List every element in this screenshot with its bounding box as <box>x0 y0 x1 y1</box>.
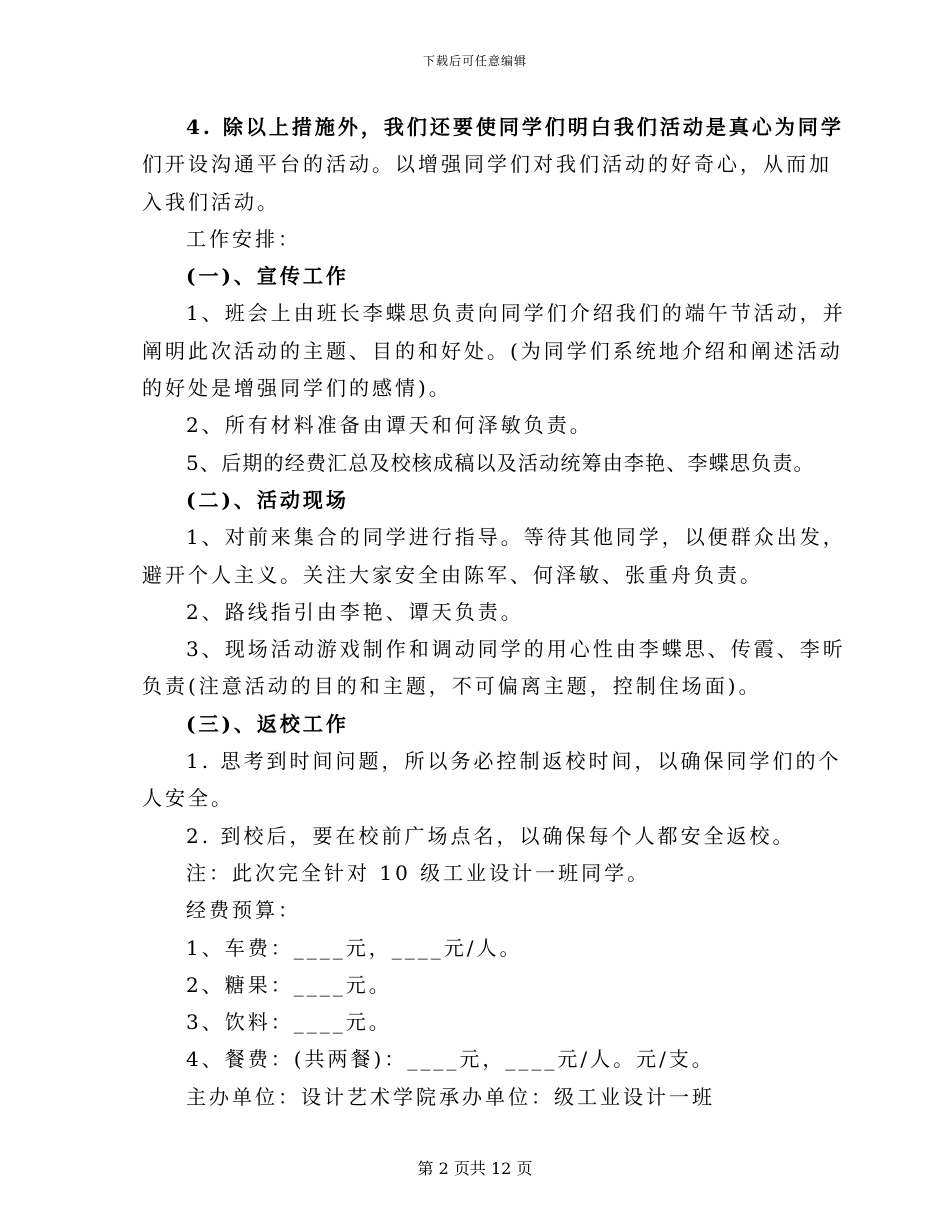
budget-item: 4、餐费：(共两餐)：____元，____元/人。元/支。 <box>186 1047 715 1072</box>
budget-item: 1、车费：____元，____元/人。 <box>186 935 523 960</box>
page-footer: 第 2 页共 12 页 <box>417 1159 533 1178</box>
page-header: 下载后可任意编辑 <box>422 54 527 68</box>
budget-item: 3、饮料：____元。 <box>186 1010 392 1035</box>
paragraph-line: 3、现场活动游戏制作和调动同学的用心性由李蝶思、传霞、李昕 <box>186 637 846 662</box>
paragraph-line: 入我们活动。 <box>142 189 280 214</box>
paragraph-line: 1、对前来集合的同学进行指导。等待其他同学，以便群众出发， <box>186 525 846 550</box>
paragraph-line: 2、路线指引由李艳、谭天负责。 <box>186 599 524 624</box>
paragraph-line: 负责(注意活动的目的和主题，不可偏离主题，控制住场面)。 <box>142 674 762 699</box>
paragraph-line: 们开设沟通平台的活动。以增强同学们对我们活动的好奇心，从而加 <box>142 152 832 177</box>
budget-item: 2、糖果：____元。 <box>186 972 392 997</box>
paragraph-line: 1. 思考到时间问题，所以务必控制返校时间，以确保同学们的个 <box>186 749 842 774</box>
paragraph-line: 4. 除以上措施外，我们还要使同学们明白我们活动是真心为同学 <box>186 115 844 139</box>
section-heading: (二)、活动现场 <box>186 487 349 512</box>
paragraph-line: 人安全。 <box>142 786 234 811</box>
paragraph-line: 5、后期的经费汇总及校核成稿以及活动统筹由李艳、李蝶思负责。 <box>186 450 815 475</box>
section-label: 工作安排： <box>186 226 301 251</box>
paragraph-line: 2. 到校后，要在校前广场点名，以确保每个人都安全返校。 <box>186 823 796 848</box>
paragraph-line: 1、班会上由班长李蝶思负责向同学们介绍我们的端午节活动，并 <box>186 301 846 326</box>
organizer-line: 主办单位：设计艺术学院承办单位：级工业设计一班 <box>186 1084 715 1109</box>
note-line: 注：此次完全针对 10 级工业设计一班同学。 <box>186 860 651 885</box>
section-heading: (三)、返校工作 <box>186 711 349 736</box>
paragraph-line: 2、所有材料准备由谭天和何泽敏负责。 <box>186 413 593 438</box>
paragraph-line: 阐明此次活动的主题、目的和好处。(为同学们系统地介绍和阐述活动 <box>142 338 843 363</box>
paragraph-line: 避开个人主义。关注大家安全由陈军、何泽敏、张重舟负责。 <box>142 562 763 587</box>
section-heading: (一)、宣传工作 <box>186 264 349 289</box>
document-body <box>142 112 846 1119</box>
section-label: 经费预算： <box>186 898 301 923</box>
paragraph-line: 的好处是增强同学们的感情)。 <box>142 376 452 401</box>
